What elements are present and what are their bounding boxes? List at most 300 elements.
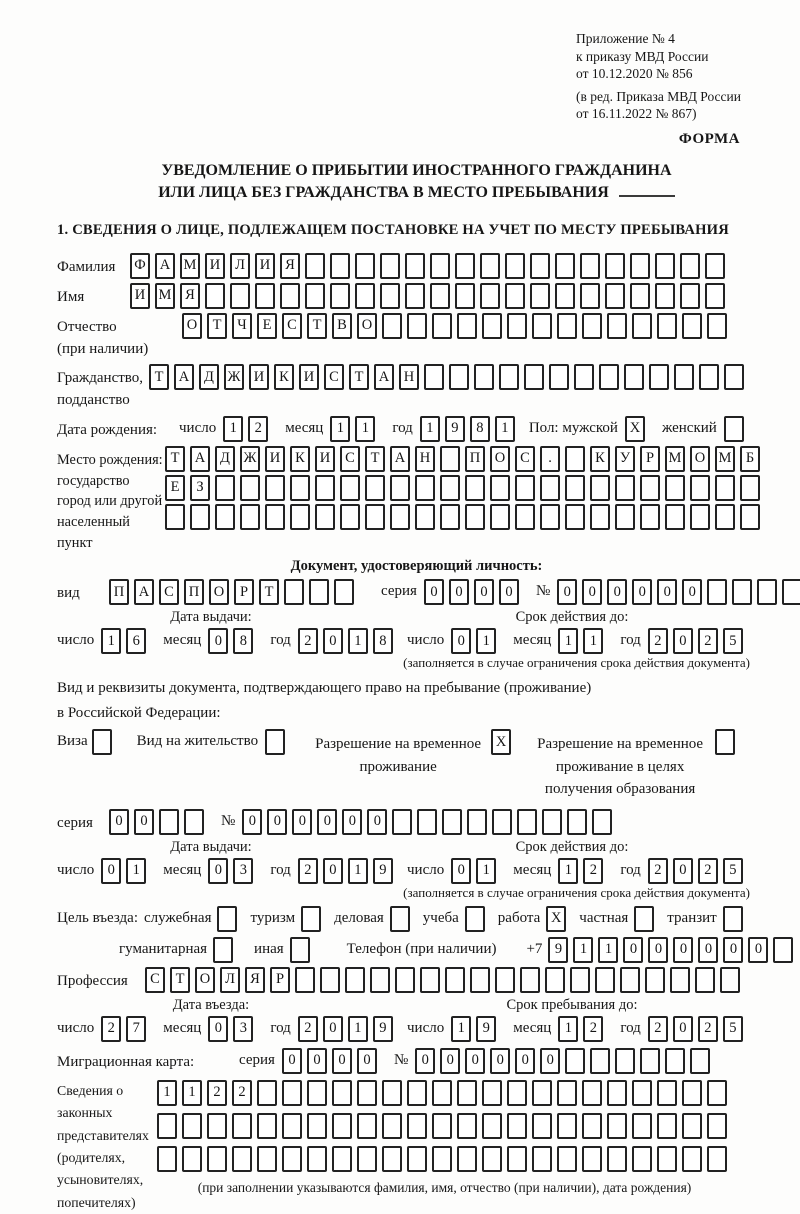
cell[interactable] — [257, 1113, 277, 1139]
cell[interactable] — [457, 1080, 477, 1106]
cell[interactable] — [532, 1080, 552, 1106]
cell[interactable] — [530, 253, 550, 279]
cell[interactable]: 0 — [490, 1048, 510, 1074]
cell[interactable]: 9 — [373, 858, 393, 884]
cell[interactable] — [157, 1113, 177, 1139]
cell[interactable] — [524, 364, 544, 390]
cell[interactable] — [665, 475, 685, 501]
patronymic-boxes[interactable] — [182, 313, 732, 339]
cell[interactable] — [305, 283, 325, 309]
cell[interactable] — [557, 1113, 577, 1139]
sex-female-checkbox[interactable] — [724, 416, 749, 442]
cell[interactable] — [432, 1080, 452, 1106]
cell[interactable]: 0 — [242, 809, 262, 835]
cell[interactable]: Ф — [130, 253, 150, 279]
permit-issue-month-boxes[interactable] — [208, 858, 258, 884]
cell[interactable] — [607, 1146, 627, 1172]
cell[interactable]: И — [265, 446, 285, 472]
cell[interactable] — [757, 579, 777, 605]
cell[interactable] — [305, 253, 325, 279]
cell[interactable] — [632, 1080, 652, 1106]
cell[interactable] — [545, 967, 565, 993]
cell[interactable]: Д — [215, 446, 235, 472]
cell[interactable] — [340, 475, 360, 501]
cell[interactable]: 1 — [558, 858, 578, 884]
cell[interactable] — [407, 1113, 427, 1139]
cell[interactable] — [330, 283, 350, 309]
entry-day-boxes[interactable] — [101, 1016, 151, 1042]
cell[interactable]: К — [590, 446, 610, 472]
birth-place-row3-boxes[interactable] — [165, 504, 765, 530]
cell[interactable] — [457, 313, 477, 339]
cell[interactable] — [182, 1146, 202, 1172]
cell[interactable]: . — [540, 446, 560, 472]
cell[interactable] — [517, 809, 537, 835]
cell[interactable]: И — [249, 364, 269, 390]
edu-permit-checkbox[interactable] — [715, 729, 740, 755]
cell[interactable]: М — [665, 446, 685, 472]
cell[interactable] — [470, 967, 490, 993]
permit-expiry-day-boxes[interactable] — [451, 858, 501, 884]
cell[interactable] — [607, 313, 627, 339]
cell[interactable]: 3 — [233, 858, 253, 884]
cell[interactable]: О — [182, 313, 202, 339]
cell[interactable] — [705, 253, 725, 279]
purpose-tourism-checkbox[interactable] — [301, 906, 326, 932]
cell[interactable] — [657, 313, 677, 339]
cell[interactable] — [355, 253, 375, 279]
cell[interactable] — [582, 1113, 602, 1139]
cell[interactable] — [715, 475, 735, 501]
cell[interactable]: Т — [307, 313, 327, 339]
cell[interactable] — [655, 283, 675, 309]
cell[interactable]: 0 — [317, 809, 337, 835]
cell[interactable] — [590, 1048, 610, 1074]
cell[interactable] — [582, 1080, 602, 1106]
cell[interactable]: 1 — [348, 858, 368, 884]
cell[interactable]: З — [190, 475, 210, 501]
cell[interactable] — [507, 1113, 527, 1139]
cell[interactable] — [357, 1080, 377, 1106]
cell[interactable]: О — [690, 446, 710, 472]
cell[interactable]: 0 — [342, 809, 362, 835]
cell[interactable]: С — [145, 967, 165, 993]
doc-issue-month-boxes[interactable] — [208, 628, 258, 654]
cell[interactable] — [432, 313, 452, 339]
residence-permit-checkbox[interactable] — [265, 729, 290, 755]
cell[interactable] — [682, 1080, 702, 1106]
cell[interactable] — [290, 504, 310, 530]
cell[interactable] — [380, 253, 400, 279]
cell[interactable] — [532, 313, 552, 339]
cell[interactable]: 0 — [673, 1016, 693, 1042]
cell[interactable]: 0 — [282, 1048, 302, 1074]
cell[interactable] — [680, 253, 700, 279]
cell[interactable] — [732, 579, 752, 605]
cell[interactable] — [482, 313, 502, 339]
cell[interactable] — [490, 504, 510, 530]
cell[interactable]: 1 — [558, 628, 578, 654]
cell[interactable]: 1 — [495, 416, 515, 442]
cell[interactable] — [532, 1146, 552, 1172]
cell[interactable] — [265, 475, 285, 501]
cell[interactable]: О — [357, 313, 377, 339]
cell[interactable]: 0 — [698, 937, 718, 963]
cell[interactable]: 2 — [101, 1016, 121, 1042]
purpose-work-checkbox[interactable] — [546, 906, 571, 932]
cell[interactable]: 1 — [355, 416, 375, 442]
cell[interactable] — [542, 809, 562, 835]
cell[interactable]: 0 — [451, 628, 471, 654]
cell[interactable] — [624, 364, 644, 390]
cell[interactable] — [407, 313, 427, 339]
cell[interactable]: X — [491, 729, 511, 755]
cell[interactable] — [420, 967, 440, 993]
cell[interactable]: 0 — [101, 858, 121, 884]
cell[interactable] — [605, 283, 625, 309]
cell[interactable] — [565, 504, 585, 530]
cell[interactable] — [405, 283, 425, 309]
cell[interactable] — [705, 283, 725, 309]
cell[interactable] — [184, 809, 204, 835]
cell[interactable]: 8 — [470, 416, 490, 442]
cell[interactable]: О — [490, 446, 510, 472]
cell[interactable]: 0 — [499, 579, 519, 605]
cell[interactable] — [157, 1146, 177, 1172]
cell[interactable] — [457, 1113, 477, 1139]
cell[interactable]: 2 — [698, 628, 718, 654]
cell[interactable] — [482, 1080, 502, 1106]
cell[interactable]: 0 — [307, 1048, 327, 1074]
cell[interactable] — [674, 364, 694, 390]
cell[interactable]: 2 — [583, 1016, 603, 1042]
stay-month-boxes[interactable] — [558, 1016, 608, 1042]
cell[interactable] — [505, 253, 525, 279]
cell[interactable] — [449, 364, 469, 390]
cell[interactable]: 0 — [208, 1016, 228, 1042]
cell[interactable] — [282, 1080, 302, 1106]
cell[interactable]: 2 — [298, 858, 318, 884]
cell[interactable] — [440, 446, 460, 472]
cell[interactable]: Т — [349, 364, 369, 390]
cell[interactable] — [330, 253, 350, 279]
cell[interactable] — [555, 283, 575, 309]
cell[interactable] — [265, 504, 285, 530]
cell[interactable]: П — [184, 579, 204, 605]
representatives-row3-boxes[interactable] — [157, 1146, 732, 1172]
cell[interactable] — [649, 364, 669, 390]
cell[interactable]: 1 — [182, 1080, 202, 1106]
cell[interactable] — [182, 1113, 202, 1139]
cell[interactable] — [605, 253, 625, 279]
cell[interactable] — [530, 283, 550, 309]
cell[interactable]: 0 — [440, 1048, 460, 1074]
cell[interactable] — [640, 504, 660, 530]
cell[interactable] — [670, 967, 690, 993]
cell[interactable] — [332, 1146, 352, 1172]
cell[interactable]: Т — [259, 579, 279, 605]
entry-month-boxes[interactable] — [208, 1016, 258, 1042]
cell[interactable] — [699, 364, 719, 390]
cell[interactable] — [632, 1146, 652, 1172]
cell[interactable]: С — [282, 313, 302, 339]
cell[interactable]: А — [390, 446, 410, 472]
purpose-other-checkbox[interactable] — [290, 937, 315, 963]
cell[interactable] — [215, 475, 235, 501]
cell[interactable] — [655, 253, 675, 279]
cell[interactable] — [499, 364, 519, 390]
cell[interactable]: 1 — [476, 628, 496, 654]
cell[interactable] — [357, 1113, 377, 1139]
cell[interactable] — [257, 1080, 277, 1106]
cell[interactable]: Е — [165, 475, 185, 501]
cell[interactable]: 0 — [632, 579, 652, 605]
cell[interactable] — [640, 1048, 660, 1074]
cell[interactable] — [442, 809, 462, 835]
cell[interactable]: 1 — [598, 937, 618, 963]
cell[interactable] — [557, 1146, 577, 1172]
cell[interactable]: 0 — [134, 809, 154, 835]
cell[interactable] — [557, 1080, 577, 1106]
cell[interactable] — [307, 1146, 327, 1172]
cell[interactable] — [315, 504, 335, 530]
cell[interactable] — [280, 283, 300, 309]
cell[interactable]: П — [109, 579, 129, 605]
cell[interactable]: С — [159, 579, 179, 605]
cell[interactable] — [720, 967, 740, 993]
cell[interactable] — [284, 579, 304, 605]
cell[interactable] — [430, 283, 450, 309]
cell[interactable]: Т — [365, 446, 385, 472]
cell[interactable] — [295, 967, 315, 993]
cell[interactable]: 7 — [126, 1016, 146, 1042]
cell[interactable] — [682, 1146, 702, 1172]
cell[interactable] — [492, 809, 512, 835]
cell[interactable] — [507, 1080, 527, 1106]
cell[interactable] — [482, 1113, 502, 1139]
cell[interactable]: 0 — [451, 858, 471, 884]
cell[interactable] — [465, 906, 485, 932]
cell[interactable] — [265, 729, 285, 755]
cell[interactable]: И — [130, 283, 150, 309]
cell[interactable] — [309, 579, 329, 605]
cell[interactable] — [432, 1113, 452, 1139]
cell[interactable]: Д — [199, 364, 219, 390]
cell[interactable] — [607, 1113, 627, 1139]
cell[interactable]: 2 — [648, 628, 668, 654]
stay-day-boxes[interactable] — [451, 1016, 501, 1042]
cell[interactable] — [690, 1048, 710, 1074]
cell[interactable]: X — [625, 416, 645, 442]
cell[interactable]: Т — [165, 446, 185, 472]
purpose-business-checkbox[interactable] — [390, 906, 415, 932]
cell[interactable] — [282, 1113, 302, 1139]
surname-boxes[interactable] — [130, 253, 730, 279]
cell[interactable]: 0 — [357, 1048, 377, 1074]
cell[interactable] — [257, 1146, 277, 1172]
cell[interactable] — [357, 1146, 377, 1172]
cell[interactable]: 2 — [248, 416, 268, 442]
cell[interactable]: 1 — [223, 416, 243, 442]
cell[interactable]: 0 — [449, 579, 469, 605]
cell[interactable]: 0 — [323, 1016, 343, 1042]
cell[interactable]: Т — [170, 967, 190, 993]
cell[interactable] — [417, 809, 437, 835]
cell[interactable]: Н — [399, 364, 419, 390]
cell[interactable] — [495, 967, 515, 993]
cell[interactable]: 0 — [292, 809, 312, 835]
cell[interactable] — [440, 475, 460, 501]
cell[interactable] — [465, 475, 485, 501]
cell[interactable]: Я — [180, 283, 200, 309]
cell[interactable]: 2 — [583, 858, 603, 884]
cell[interactable] — [630, 283, 650, 309]
cell[interactable] — [230, 283, 250, 309]
cell[interactable]: К — [290, 446, 310, 472]
cell[interactable] — [657, 1146, 677, 1172]
cell[interactable]: 2 — [698, 858, 718, 884]
cell[interactable] — [415, 475, 435, 501]
cell[interactable] — [740, 504, 760, 530]
cell[interactable] — [390, 504, 410, 530]
cell[interactable]: И — [315, 446, 335, 472]
cell[interactable] — [334, 579, 354, 605]
cell[interactable] — [440, 504, 460, 530]
cell[interactable]: 0 — [515, 1048, 535, 1074]
cell[interactable] — [690, 475, 710, 501]
cell[interactable]: 1 — [420, 416, 440, 442]
cell[interactable]: 0 — [474, 579, 494, 605]
cell[interactable] — [707, 1080, 727, 1106]
profession-boxes[interactable] — [145, 967, 745, 993]
cell[interactable]: И — [255, 253, 275, 279]
cell[interactable] — [465, 504, 485, 530]
birth-place-row1-boxes[interactable] — [165, 446, 765, 472]
doc-kind-boxes[interactable] — [109, 579, 359, 605]
cell[interactable] — [159, 809, 179, 835]
representatives-row2-boxes[interactable] — [157, 1113, 732, 1139]
cell[interactable]: 2 — [298, 1016, 318, 1042]
cell[interactable]: 1 — [573, 937, 593, 963]
cell[interactable]: 1 — [451, 1016, 471, 1042]
cell[interactable] — [395, 967, 415, 993]
cell[interactable] — [707, 313, 727, 339]
cell[interactable]: 0 — [540, 1048, 560, 1074]
cell[interactable] — [380, 283, 400, 309]
cell[interactable] — [607, 1080, 627, 1106]
cell[interactable]: 0 — [723, 937, 743, 963]
cell[interactable] — [215, 504, 235, 530]
cell[interactable] — [580, 253, 600, 279]
cell[interactable] — [515, 475, 535, 501]
cell[interactable] — [205, 283, 225, 309]
phone-boxes[interactable] — [548, 937, 798, 963]
cell[interactable] — [634, 906, 654, 932]
cell[interactable] — [480, 283, 500, 309]
cell[interactable] — [520, 967, 540, 993]
cell[interactable] — [415, 504, 435, 530]
cell[interactable]: 0 — [465, 1048, 485, 1074]
cell[interactable]: 6 — [126, 628, 146, 654]
cell[interactable]: 1 — [101, 628, 121, 654]
cell[interactable] — [165, 504, 185, 530]
cell[interactable] — [382, 313, 402, 339]
cell[interactable] — [574, 364, 594, 390]
cell[interactable]: Я — [245, 967, 265, 993]
cell[interactable] — [255, 283, 275, 309]
cell[interactable] — [217, 906, 237, 932]
cell[interactable]: Б — [740, 446, 760, 472]
cell[interactable]: 2 — [698, 1016, 718, 1042]
birth-month-boxes[interactable] — [330, 416, 380, 442]
cell[interactable] — [432, 1146, 452, 1172]
cell[interactable]: Е — [257, 313, 277, 339]
cell[interactable] — [240, 475, 260, 501]
cell[interactable] — [207, 1146, 227, 1172]
cell[interactable]: 1 — [348, 1016, 368, 1042]
cell[interactable]: Р — [234, 579, 254, 605]
cell[interactable]: 8 — [373, 628, 393, 654]
cell[interactable]: Р — [640, 446, 660, 472]
cell[interactable]: 0 — [748, 937, 768, 963]
birth-year-boxes[interactable] — [420, 416, 520, 442]
cell[interactable]: 5 — [723, 628, 743, 654]
cell[interactable] — [455, 253, 475, 279]
cell[interactable] — [567, 809, 587, 835]
cell[interactable] — [455, 283, 475, 309]
cell[interactable] — [392, 809, 412, 835]
cell[interactable] — [282, 1146, 302, 1172]
cell[interactable]: 3 — [233, 1016, 253, 1042]
cell[interactable] — [707, 1146, 727, 1172]
cell[interactable]: П — [465, 446, 485, 472]
cell[interactable] — [665, 504, 685, 530]
cell[interactable]: Р — [270, 967, 290, 993]
doc-issue-year-boxes[interactable] — [298, 628, 398, 654]
cell[interactable]: 0 — [557, 579, 577, 605]
cell[interactable] — [382, 1113, 402, 1139]
cell[interactable] — [507, 1146, 527, 1172]
cell[interactable] — [557, 313, 577, 339]
cell[interactable] — [240, 504, 260, 530]
cell[interactable] — [540, 475, 560, 501]
cell[interactable] — [773, 937, 793, 963]
permit-expiry-month-boxes[interactable] — [558, 858, 608, 884]
cell[interactable] — [695, 967, 715, 993]
doc-expiry-day-boxes[interactable] — [451, 628, 501, 654]
cell[interactable]: Л — [220, 967, 240, 993]
cell[interactable] — [365, 504, 385, 530]
cell[interactable] — [407, 1080, 427, 1106]
cell[interactable]: Ж — [224, 364, 244, 390]
cell[interactable] — [582, 313, 602, 339]
cell[interactable] — [382, 1146, 402, 1172]
cell[interactable]: К — [274, 364, 294, 390]
doc-expiry-year-boxes[interactable] — [648, 628, 748, 654]
migration-number-boxes[interactable] — [415, 1048, 715, 1074]
cell[interactable] — [724, 416, 744, 442]
cell[interactable] — [595, 967, 615, 993]
cell[interactable]: 1 — [126, 858, 146, 884]
cell[interactable]: М — [155, 283, 175, 309]
birth-day-boxes[interactable] — [223, 416, 273, 442]
cell[interactable]: И — [205, 253, 225, 279]
cell[interactable] — [390, 906, 410, 932]
cell[interactable]: 0 — [648, 937, 668, 963]
temp-permit-checkbox[interactable] — [491, 729, 516, 755]
cell[interactable] — [682, 1113, 702, 1139]
cell[interactable] — [549, 364, 569, 390]
